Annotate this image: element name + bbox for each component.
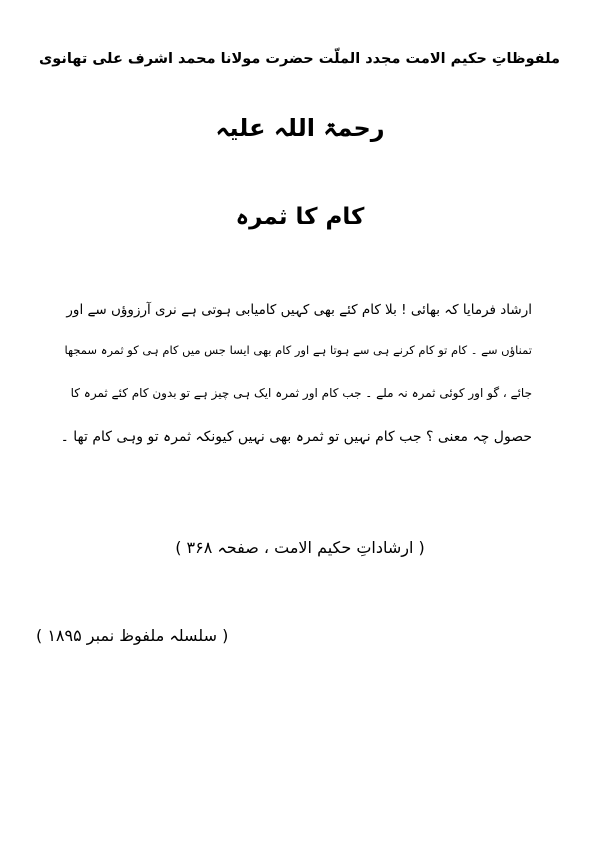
- body-line-2: تمناؤں سے ۔ کام تو کام کرنے ہی سے ہوتا ہے اور کام بھی ایسا جس میں کام ہی کو ثمرہ سمجھا: [64, 343, 532, 357]
- title-line-2: رحمۃ اللہ علیہ: [215, 114, 385, 142]
- body-line-4: حصول چہ معنی ؟ جب کام نہیں تو ثمرہ بھی نہیں کیونکہ ثمرہ تو وہی کام تھا ۔: [60, 429, 532, 445]
- title-line-1: ملفوظاتِ حکیم الامت مجدد الملّت حضرت مولانا محمد اشرف علی تھانوی: [39, 51, 560, 67]
- section-heading: کام کا ثمرہ: [235, 204, 365, 230]
- source-reference: ( ارشاداتِ حکیم الامت ، صفحہ ۳۶۸ ): [175, 538, 425, 557]
- body-line-1: ارشاد فرمایا کہ بھائی ! بلا کام کئے بھی کہیں کامیابی ہوتی ہے نری آرزوؤں سے اور: [66, 302, 532, 318]
- body-line-3: جائے ، گو اور کوئی ثمرہ نہ ملے ۔ جب کام اور ثمرہ ایک ہی چیز ہے تو بدون کام کئے ثمرہ کا: [70, 386, 532, 400]
- series-number: ( سلسلہ ملفوظ نمبر ۱۸۹۵ ): [36, 626, 229, 645]
